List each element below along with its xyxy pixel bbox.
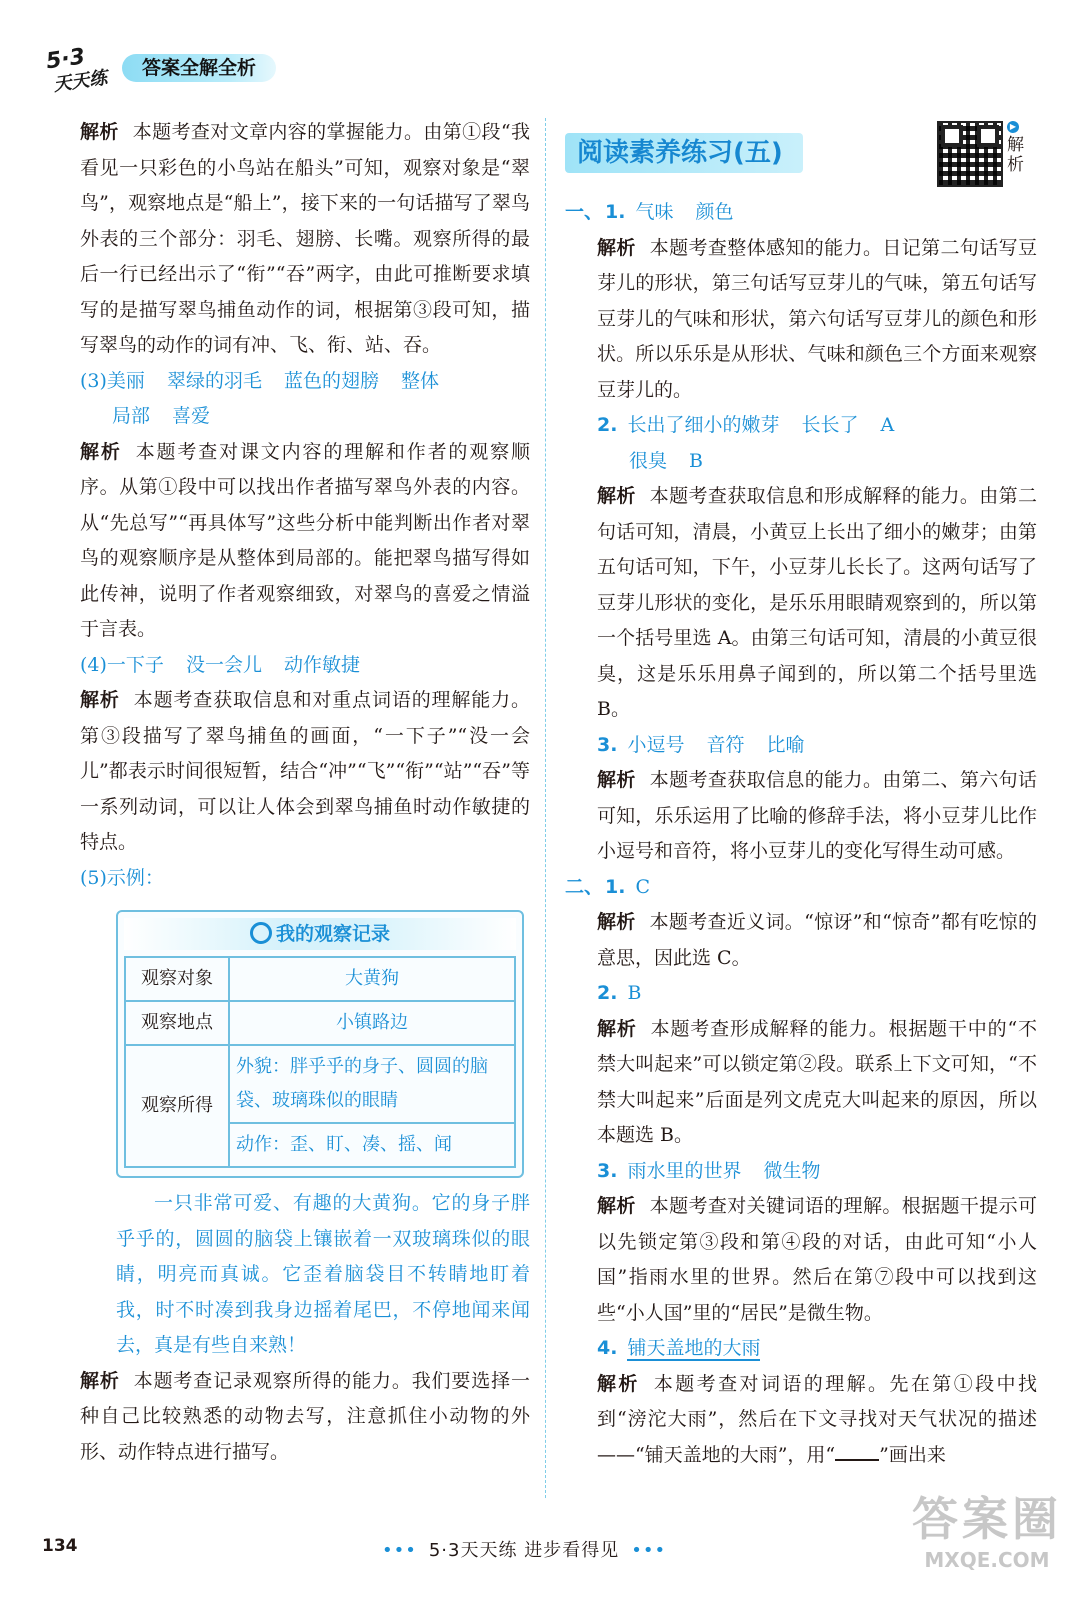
dots-decoration: ••• xyxy=(382,1540,417,1561)
answer-item: 很臭 xyxy=(629,449,668,472)
part2-question-4-answer xyxy=(565,1331,1037,1367)
record-key: 观察所得 xyxy=(125,1045,229,1167)
question-number: 2. xyxy=(597,982,618,1004)
record-key: 观察对象 xyxy=(125,957,229,1001)
record-value: 小镇路边 xyxy=(229,1001,515,1045)
question-number: 1. xyxy=(605,201,626,223)
watermark-url: MXQE.COM xyxy=(924,1548,1050,1572)
answer-label: (3) xyxy=(80,369,107,392)
table-row xyxy=(125,1045,515,1123)
part2-question-3-answer xyxy=(565,1154,1037,1190)
analysis-paragraph xyxy=(565,479,1037,728)
question-number: 3. xyxy=(597,733,618,756)
answer-item: 长长了 xyxy=(801,414,859,436)
analysis-text: 本题考查记录观察所得的能力。我们要选择一种自己比较熟悉的动物去写，注意抓住小动物的外形、动作特点进行描写。 xyxy=(80,1369,530,1463)
question-3-answer xyxy=(565,728,1037,764)
analysis-paragraph xyxy=(80,683,530,861)
answer-item: A xyxy=(880,414,895,436)
brand-logo xyxy=(45,42,116,102)
analysis-tag: 解析 xyxy=(80,689,120,711)
footer-slogan xyxy=(370,1536,678,1562)
analysis-text: 本题考查获取信息和形成解释的能力。由第二句话可知，清晨，小黄豆上长出了细小的嫩芽；由第五句话可知，下午，小豆芽儿长长了。这两句话写了豆芽儿形状的变化，是乐乐用眼睛观察到的，所以第一个括号里选 A。由第三句话可知，清晨的小黄豆很臭，这是乐乐用鼻子闻到的，所以第二个括号里选 B。 xyxy=(597,485,1037,720)
section-number: 二、 xyxy=(565,875,604,898)
analysis-text: 本题考查对文章内容的掌握能力。由第①段“我看见一只彩色的小鸟站在船头”可知，观察对象是“翠鸟”，观察地点是“船上”，接下来的一句话描写了翠鸟外表的三个部分：羽毛、翅膀、长嘴。观察所得的最后一行已经出示了“衔”“吞”两字，由此可推断要求填写的是描写翠鸟捕鱼动作的词，根据第③段可知，描写翠鸟的动作的词有冲、飞、衔、站、吞。 xyxy=(80,121,530,356)
analysis-tag: 解析 xyxy=(80,440,122,463)
record-title-text: 我的观察记录 xyxy=(275,923,390,945)
analysis-paragraph xyxy=(565,1012,1037,1154)
qr-label[interactable]: ▶ 解析 xyxy=(1007,122,1024,175)
header-title: 答案全解全析 xyxy=(122,54,276,82)
analysis-paragraph xyxy=(565,1367,1037,1474)
analysis-tag: 解析 xyxy=(80,1369,120,1392)
answer-item: 气味 xyxy=(635,201,674,223)
answer-item: 局部 xyxy=(112,405,151,427)
table-row xyxy=(125,957,515,1001)
part2-question-1-answer xyxy=(565,870,1037,906)
analysis-tag: 解析 xyxy=(597,769,636,791)
column-divider xyxy=(545,118,546,1498)
analysis-tag: 解析 xyxy=(597,1195,636,1217)
answer-4 xyxy=(80,648,530,684)
analysis-tag: 解析 xyxy=(597,911,636,933)
answer-item: 整体 xyxy=(400,369,439,392)
answer-item: 喜爱 xyxy=(172,405,211,427)
answer-item: 美丽 xyxy=(106,369,145,392)
analysis-paragraph xyxy=(565,231,1037,409)
answer-item: 微生物 xyxy=(763,1159,821,1182)
watermark xyxy=(907,1490,1067,1590)
question-number: 3. xyxy=(597,1159,618,1182)
record-value: 大黄狗 xyxy=(229,957,515,1001)
answer-item: 翠绿的羽毛 xyxy=(166,369,262,392)
question-number: 4. xyxy=(597,1337,618,1359)
question-2-answer-line2 xyxy=(565,444,1037,480)
dots-decoration: ••• xyxy=(631,1540,667,1561)
analysis-tag: 解析 xyxy=(597,1372,640,1395)
answer-item: 雨水里的世界 xyxy=(627,1159,742,1182)
analysis-paragraph xyxy=(565,1189,1037,1331)
underline-mark xyxy=(835,1443,879,1461)
answer-item: B xyxy=(627,982,642,1004)
magnifier-icon xyxy=(250,922,272,944)
answer-label: (4) xyxy=(80,653,107,676)
record-key: 观察地点 xyxy=(125,1001,229,1045)
slogan-text: 5·3天天练 进步看得见 xyxy=(428,1540,620,1561)
analysis-text: 本题考查对关键词语的理解。根据题干提示可以先锁定第③段和第④段的对话，由此可知“小人国”指雨水里的世界。然后在第⑦段中可以找到这些“小人国”里的“居民”是微生物。 xyxy=(597,1195,1037,1324)
answer-item: 蓝色的翅膀 xyxy=(283,369,379,392)
answer-item: 长出了细小的嫩芽 xyxy=(627,414,780,436)
question-1-answer xyxy=(565,195,1037,231)
answer-item: 音符 xyxy=(706,733,745,756)
analysis-paragraph xyxy=(565,763,1037,870)
record-value: 外貌：胖乎乎的身子、圆圆的脑袋、玻璃珠似的眼睛 xyxy=(229,1045,515,1123)
question-2-answer xyxy=(565,408,1037,444)
part2-question-2-answer xyxy=(565,976,1037,1012)
answer-5-label: (5)示例： xyxy=(80,866,164,889)
play-icon: ▶ xyxy=(1007,121,1019,133)
answer-3-line2 xyxy=(80,399,530,435)
answer-item: B xyxy=(689,449,703,472)
analysis-text: 本题考查获取信息和对重点词语的理解能力。第③段描写了翠鸟捕鱼的画面，“一下子”“没一会儿”都表示时间很短暂，结合“冲”“飞”“衔”“站”“吞”等一系列动词，可以让人体会到翠鸟捕鱼时动作敏捷的特点。 xyxy=(80,689,530,853)
analysis-tag: 解析 xyxy=(597,1017,637,1040)
page-number: 134 xyxy=(42,1536,78,1556)
answer-3 xyxy=(80,364,530,400)
question-number: 1. xyxy=(605,875,626,898)
record-table xyxy=(124,956,516,1168)
table-row xyxy=(125,1001,515,1045)
watermark-text: 答案圈 xyxy=(912,1492,1062,1546)
section-title: 阅读素养练习(五) xyxy=(565,133,803,173)
record-value: 动作：歪、盯、凑、摇、闻 xyxy=(229,1123,515,1167)
analysis-paragraph xyxy=(80,115,530,364)
question-number: 2. xyxy=(597,414,618,436)
analysis-text: 本题考查获取信息的能力。由第二、第六句话可知，乐乐运用了比喻的修辞手法，将小豆芽儿比作小逗号和音符，将小豆芽儿的变化写得生动可感。 xyxy=(597,769,1037,862)
answer-item: 铺天盖地的大雨 xyxy=(627,1337,761,1359)
analysis-text-end: ”画出来 xyxy=(879,1443,946,1466)
analysis-paragraph xyxy=(80,435,530,648)
observation-record xyxy=(116,910,524,1178)
section-number: 一、 xyxy=(565,201,604,223)
left-column xyxy=(80,115,530,1470)
analysis-text: 本题考查整体感知的能力。日记第二句话写豆芽儿的形状，第三句话写豆芽儿的气味，第五句话写豆芽儿的气味和形状，第六句话写豆芽儿的颜色和形状。所以乐乐是从形状、气味和颜色三个方面来观察豆芽儿的。 xyxy=(597,236,1037,401)
right-column xyxy=(565,115,1037,1473)
analysis-paragraph xyxy=(565,905,1037,976)
analysis-paragraph xyxy=(80,1364,530,1471)
answer-item: 一下子 xyxy=(106,653,164,676)
answer-item: 比喻 xyxy=(766,733,805,756)
qr-code-icon[interactable] xyxy=(937,121,1003,187)
analysis-tag: 解析 xyxy=(597,485,636,507)
answer-item: 颜色 xyxy=(695,201,734,223)
page-header xyxy=(40,40,440,100)
answer-item: 小逗号 xyxy=(627,733,685,756)
answer-item: 动作敏捷 xyxy=(283,653,360,676)
analysis-text: 本题考查对课文内容的理解和作者的观察顺序。从第①段中可以找出作者描写翠鸟外表的内容。从“先总写”“再具体写”这些分析中能判断出作者对翠鸟的观察顺序是从整体到局部的。能把翠鸟描写得如此传神，说明了作者观察细致，对翠鸟的喜爱之情溢于言表。 xyxy=(80,440,530,640)
analysis-tag: 解析 xyxy=(80,121,119,143)
analysis-tag: 解析 xyxy=(597,236,636,259)
analysis-text: 本题考查近义词。“惊讶”和“惊奇”都有吃惊的意思，因此选 C。 xyxy=(597,911,1037,969)
answer-item: C xyxy=(635,875,651,898)
sample-essay: 一只非常可爱、有趣的大黄狗。它的身子胖乎乎的，圆圆的脑袋上镶嵌着一双玻璃珠似的眼睛，明亮而真诚。它歪着脑袋目不转睛地盯着我，时不时凑到我身边摇着尾巴，不停地闻来闻去，真是有些自来熟！ xyxy=(116,1192,530,1356)
logo-line1: 5·3 xyxy=(44,44,87,75)
analysis-text: 本题考查形成解释的能力。根据题干中的“不禁大叫起来”可以锁定第②段。联系上下文可知，“不禁大叫起来”后面是列文虎克大叫起来的原因，所以本题选 B。 xyxy=(597,1017,1037,1146)
logo-line2: 天天练 xyxy=(52,67,109,96)
answer-item: 没一会儿 xyxy=(185,653,262,676)
analysis-text: 本题考查对词语的理解。先在第①段中找到“滂沱大雨”，然后在下文寻找对天气状况的描述——“铺天盖地的大雨”，用“ xyxy=(597,1372,1037,1466)
section-header xyxy=(565,115,1037,195)
record-title xyxy=(124,918,516,950)
